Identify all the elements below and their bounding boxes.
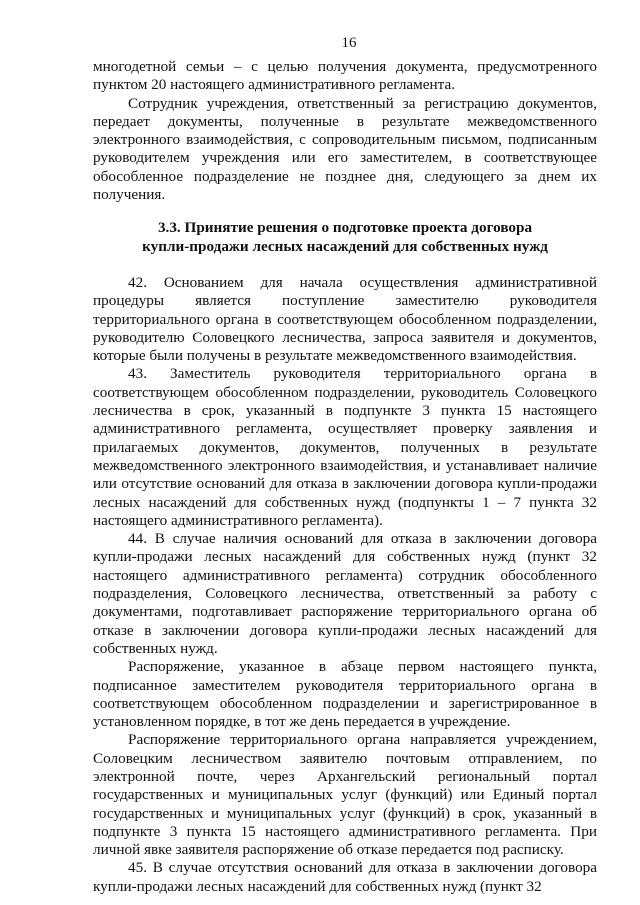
- paragraph-45: 45. В случае отсутствия оснований для отказа в заключении договора купли-продажи лесных насаждений для собственных нужд (пункт 32: [93, 859, 597, 895]
- section-heading-line-1: 3.3. Принятие решения о подготовке проекта договора: [157, 219, 533, 237]
- paragraph-44: 44. В случае наличия оснований для отказа в заключении договора купли-продажи лесных насаждений для собственных нужд (пункт 32 настоящего административного регламента) сотрудник обособленного подразделения, Соловецкого лесничества, ответственный за работу с документами, подготавливает распоряжение территориального органа об отказе в заключении договора купли-продажи лесных насаждений для собственных нужд.: [93, 530, 597, 657]
- section-heading: [93, 219, 597, 256]
- page-number: 16: [341, 35, 357, 51]
- section-heading-line-2: купли-продажи лесных насаждений для собственных нужд: [142, 237, 548, 255]
- paragraph-continued: многодетной семьи – с целью получения документа, предусмотренного пунктом 20 настоящего административного регламента.: [93, 58, 597, 94]
- paragraph-staff-transfer: Сотрудник учреждения, ответственный за регистрацию документов, передает документы, полученные в результате межведомственного электронного взаимодействия, с сопроводительным письмом, подписанным руководителем учреждения или его заместителем, в соответствующее обособленное подразделение не позднее дня, следующего за днем их получения.: [93, 94, 597, 204]
- paragraph-order-sent: Распоряжение территориального органа направляется учреждением, Соловецким лесничеством заявителю почтовым отправлением, по электронной почте, через Архангельский региональный портал государственных и муниципальных услуг (функций) или Единый портал государственных и муниципальных услуг (функций) в срок, указанный в подпункте 3 пункта 15 настоящего административного регламента. При личной явке заявителя распоряжение об отказе передается под расписку.: [93, 731, 597, 859]
- paragraph-43: 43. Заместитель руководителя территориального органа в соответствующем обособленном подразделении, руководитель Соловецкого лесничества в срок, указанный в подпункте 3 пункта 15 настоящего административного регламента, осуществляет проверку заявления и прилагаемых документов, документов, полученных в результате межведомственного электронного взаимодействия, и устанавливает наличие или отсутствие оснований для отказа в заключении договора купли-продажи лесных насаждений для собственных нужд (подпункты 1 – 7 пункта 32 настоящего административного регламента).: [93, 365, 597, 529]
- paragraph-42: 42. Основанием для начала осуществления административной процедуры является поступление заместителю руководителя территориального органа в соответствующем обособленном подразделении, руководителю Соловецкого лесничества, запроса заявителя и документов, которые были получены в результате межведомственного взаимодействия.: [93, 273, 597, 365]
- document-page: [93, 34, 597, 896]
- paragraph-order-signed: Распоряжение, указанное в абзаце первом настоящего пункта, подписанное заместителем руководителя территориального органа в соответствующем обособленном подразделении и зарегистрированное в установленном порядке, в тот же день передается в учреждение.: [93, 658, 597, 731]
